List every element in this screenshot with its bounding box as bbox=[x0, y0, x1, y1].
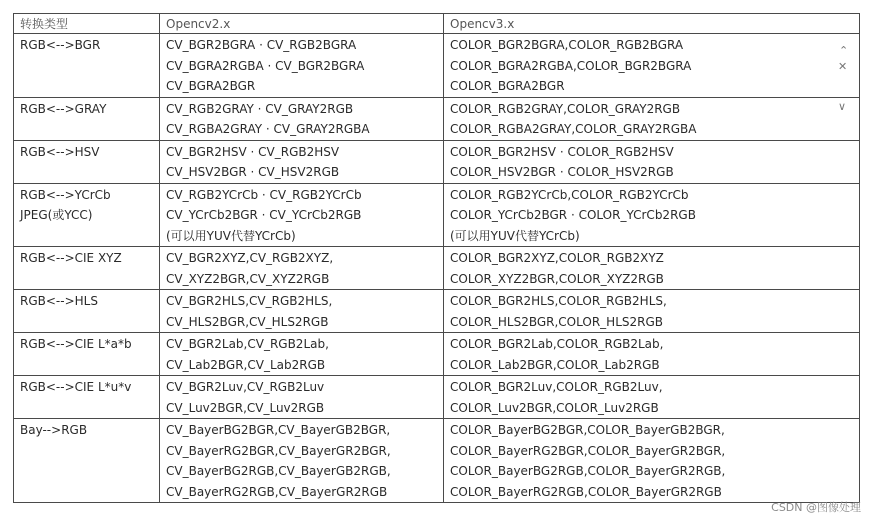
opencv3-cell-line: COLOR_BGR2XYZ,COLOR_RGB2XYZ bbox=[450, 251, 664, 265]
opencv3-cell-line: COLOR_XYZ2BGR,COLOR_XYZ2RGB bbox=[450, 271, 664, 286]
opencv3-cell bbox=[444, 290, 860, 333]
opencv2-cell-line: CV_XYZ2BGR,CV_XYZ2RGB bbox=[166, 271, 330, 286]
opencv3-cell-line: COLOR_BGRA2BGR bbox=[450, 79, 565, 93]
opencv3-cell bbox=[444, 247, 860, 290]
opencv2-cell bbox=[160, 183, 444, 247]
table-row bbox=[14, 290, 860, 333]
opencv3-cell bbox=[444, 97, 860, 140]
opencv3-cell-line: COLOR_BGR2Luv,COLOR_RGB2Luv, bbox=[450, 380, 663, 394]
table-row bbox=[14, 97, 860, 140]
header-type: 转换类型 bbox=[14, 14, 160, 34]
opencv3-cell-line: COLOR_BGR2HLS,COLOR_RGB2HLS, bbox=[450, 294, 667, 308]
opencv2-cell bbox=[160, 419, 444, 503]
chevron-down-icon[interactable]: ∨ bbox=[838, 100, 847, 113]
conversion-type-cell bbox=[14, 140, 160, 183]
opencv2-cell bbox=[160, 290, 444, 333]
opencv2-cell-line: CV_BGR2BGRA · CV_RGB2BGRA bbox=[166, 38, 357, 52]
opencv3-cell-line: COLOR_BGR2Lab,COLOR_RGB2Lab, bbox=[450, 337, 664, 351]
conversion-type-cell-line: RGB<-->BGR bbox=[20, 38, 101, 52]
opencv3-cell-line: COLOR_BayerRG2BGR,COLOR_BayerGR2BGR, bbox=[450, 443, 726, 458]
conversion-type-cell bbox=[14, 247, 160, 290]
opencv3-cell bbox=[444, 333, 860, 376]
opencv3-cell bbox=[444, 140, 860, 183]
opencv3-cell-line: COLOR_BGRA2RGBA,COLOR_BGR2BGRA bbox=[450, 58, 692, 73]
opencv2-cell bbox=[160, 34, 444, 98]
opencv2-cell-line: CV_BayerBG2RGB,CV_BayerGB2RGB, bbox=[166, 464, 391, 478]
opencv3-cell-line: COLOR_Lab2BGR,COLOR_Lab2RGB bbox=[450, 357, 660, 372]
opencv2-cell-line: CV_BGRA2BGR bbox=[166, 79, 256, 93]
table-row bbox=[14, 140, 860, 183]
opencv3-cell-line: COLOR_BayerRG2RGB,COLOR_BayerGR2RGB bbox=[450, 484, 722, 499]
opencv3-cell-line: COLOR_BGR2HSV · COLOR_RGB2HSV bbox=[450, 144, 674, 159]
opencv2-cell-line: CV_BGR2HSV · CV_RGB2HSV bbox=[166, 144, 340, 159]
opencv2-cell-line: CV_BayerRG2RGB,CV_BayerGR2RGB bbox=[166, 484, 388, 499]
opencv2-cell bbox=[160, 247, 444, 290]
conversion-type-cell-line: RGB<-->HLS bbox=[20, 294, 98, 308]
conversion-type-cell bbox=[14, 183, 160, 247]
table-row bbox=[14, 333, 860, 376]
header-opencv3: Opencv3.x bbox=[444, 14, 860, 34]
opencv2-cell-line: CV_BGR2Luv,CV_RGB2Luv bbox=[166, 380, 325, 394]
conversion-type-cell-line: RGB<-->YCrCb bbox=[20, 187, 111, 202]
opencv2-cell bbox=[160, 333, 444, 376]
conversion-type-cell-line: RGB<-->HSV bbox=[20, 144, 100, 159]
conversion-type-cell-line: RGB<-->CIE XYZ bbox=[20, 251, 122, 265]
color-conversion-table bbox=[13, 13, 860, 503]
table-row bbox=[14, 183, 860, 247]
conversion-type-cell-line: RGB<-->CIE L*a*b bbox=[20, 337, 132, 351]
opencv3-cell bbox=[444, 183, 860, 247]
table-row bbox=[14, 34, 860, 98]
conversion-type-cell bbox=[14, 97, 160, 140]
opencv2-cell bbox=[160, 97, 444, 140]
conversion-type-cell-line: RGB<-->GRAY bbox=[20, 101, 107, 116]
conversion-type-cell-line: Bay-->RGB bbox=[20, 423, 88, 437]
opencv3-cell-line: COLOR_BayerBG2BGR,COLOR_BayerGB2BGR, bbox=[450, 423, 725, 437]
opencv2-cell-line: CV_HLS2BGR,CV_HLS2RGB bbox=[166, 314, 329, 329]
opencv3-cell-line: (可以用YUV代替YCrCb) bbox=[450, 228, 580, 243]
table-row bbox=[14, 419, 860, 503]
opencv2-cell-line: CV_Lab2BGR,CV_Lab2RGB bbox=[166, 357, 326, 372]
opencv2-cell-line: CV_RGB2YCrCb · CV_RGB2YCrCb bbox=[166, 187, 362, 202]
opencv3-cell-line: COLOR_HSV2BGR · COLOR_HSV2RGB bbox=[450, 165, 674, 179]
header-opencv2: Opencv2.x bbox=[160, 14, 444, 34]
opencv3-cell-line: COLOR_BayerBG2RGB,COLOR_BayerGR2RGB, bbox=[450, 464, 726, 478]
opencv2-cell-line: CV_BGR2XYZ,CV_RGB2XYZ, bbox=[166, 251, 334, 265]
conversion-type-cell-line: JPEG(或YCC) bbox=[20, 208, 93, 222]
conversion-type-cell bbox=[14, 419, 160, 503]
opencv3-cell-line: COLOR_HLS2BGR,COLOR_HLS2RGB bbox=[450, 314, 663, 329]
opencv2-cell-line: CV_BGRA2RGBA · CV_BGR2BGRA bbox=[166, 58, 365, 73]
opencv3-cell bbox=[444, 419, 860, 503]
table-body bbox=[14, 14, 860, 503]
table-row bbox=[14, 376, 860, 419]
opencv2-cell-line: CV_YCrCb2BGR · CV_YCrCb2RGB bbox=[166, 208, 362, 222]
watermark: CSDN @图像处理 bbox=[771, 501, 861, 514]
conversion-type-cell-line: RGB<-->CIE L*u*v bbox=[20, 380, 132, 394]
opencv2-cell-line: (可以用YUV代替YCrCb) bbox=[166, 228, 296, 243]
opencv2-cell-line: CV_Luv2BGR,CV_Luv2RGB bbox=[166, 400, 325, 415]
opencv2-cell-line: CV_RGB2GRAY · CV_GRAY2RGB bbox=[166, 101, 354, 116]
header-row bbox=[14, 14, 860, 34]
opencv3-cell-line: COLOR_RGBA2GRAY,COLOR_GRAY2RGBA bbox=[450, 122, 697, 136]
opencv2-cell-line: CV_BayerRG2BGR,CV_BayerGR2BGR, bbox=[166, 443, 391, 458]
opencv3-cell-line: COLOR_RGB2YCrCb,COLOR_RGB2YCrCb bbox=[450, 187, 689, 202]
opencv3-cell-line: COLOR_BGR2BGRA,COLOR_RGB2BGRA bbox=[450, 38, 684, 52]
opencv3-cell bbox=[444, 376, 860, 419]
opencv3-cell-line: COLOR_YCrCb2BGR · COLOR_YCrCb2RGB bbox=[450, 208, 696, 222]
opencv2-cell bbox=[160, 140, 444, 183]
opencv3-cell-line: COLOR_Luv2BGR,COLOR_Luv2RGB bbox=[450, 400, 659, 415]
opencv2-cell-line: CV_HSV2BGR · CV_HSV2RGB bbox=[166, 165, 340, 179]
close-icon[interactable]: ✕ bbox=[838, 60, 848, 73]
opencv3-cell-line: COLOR_RGB2GRAY,COLOR_GRAY2RGB bbox=[450, 101, 681, 116]
conversion-type-cell bbox=[14, 290, 160, 333]
opencv2-cell-line: CV_BGR2HLS,CV_RGB2HLS, bbox=[166, 294, 333, 308]
opencv2-cell-line: CV_RGBA2GRAY · CV_GRAY2RGBA bbox=[166, 122, 370, 136]
conversion-type-cell bbox=[14, 376, 160, 419]
opencv2-cell bbox=[160, 376, 444, 419]
conversion-type-cell bbox=[14, 333, 160, 376]
opencv2-cell-line: CV_BayerBG2BGR,CV_BayerGB2BGR, bbox=[166, 423, 391, 437]
up-arrow-icon[interactable]: ⌃ bbox=[839, 44, 849, 57]
opencv2-cell-line: CV_BGR2Lab,CV_RGB2Lab, bbox=[166, 337, 329, 351]
table-row bbox=[14, 247, 860, 290]
opencv3-cell bbox=[444, 34, 860, 98]
conversion-type-cell bbox=[14, 34, 160, 98]
